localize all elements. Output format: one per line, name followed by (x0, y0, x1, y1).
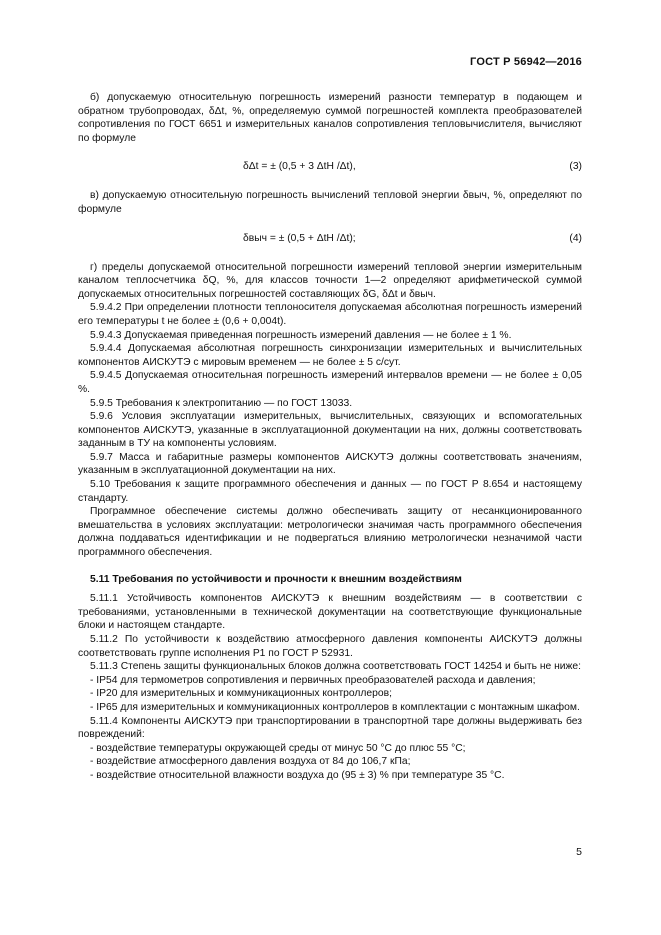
document-body (78, 91, 582, 783)
paragraph-5-9-4-4: 5.9.4.4 Допускаемая абсолютная погрешность синхронизации измерительных и вычислительных компонентов АИСКУТЭ с мировым временем — не более ± 5 с/сут. (78, 343, 582, 368)
page-number: 5 (576, 846, 582, 858)
list-item: - воздействие относительной влажности воздуха до (95 ± 3) % при температуре 35 °С. (90, 769, 505, 781)
paragraph-5-11-2: 5.11.2 По устойчивости к воздействию атмосферного давления компоненты АИСКУТЭ должны соответствовать группе исполнения Р1 по ГОСТ Р 52931. (78, 634, 582, 659)
paragraph-5-10: 5.10 Требования к защите программного обеспечения и данных — по ГОСТ Р 8.654 и настоящему стандарту. (78, 479, 582, 504)
formula-3-number: (3) (569, 161, 582, 173)
paragraph-v: в) допускаемую относительную погрешность вычислений тепловой энергии δвыч, %, определяют по формуле (78, 190, 582, 215)
list-item: - IP20 для измерительных и коммуникационных контроллеров; (90, 688, 392, 700)
formula-3-expression: δΔt = ± (0,5 + 3 ΔtН /Δt), (243, 161, 356, 173)
paragraph-5-10-software: Программное обеспечение системы должно обеспечивать защиту от несанкционированного вмешательства в условиях эксплуатации: метрологически значимая часть программного обеспечения должна поддаваться идентификации и не подвергаться влиянию метрологически незначимой части программного обеспечения. (78, 506, 582, 559)
paragraph-5-9-7: 5.9.7 Масса и габаритные размеры компонентов АИСКУТЭ должны соответствовать значениям, указанным в эксплуатационной документации на них. (78, 451, 582, 477)
paragraph-b: б) допускаемую относительную погрешность измерений разности температур в подающем и обратном трубопроводах, δΔt, %, определяемую суммой погрешностей комплекта преобразователей сопротивления по ГОСТ 6651 и измерительных каналов сопротивления тепловычислителя, вычисляют по формуле (78, 92, 582, 144)
formula-4-expression: δвыч = ± (0,5 + ΔtН /Δt); (243, 232, 356, 244)
formula-4 (78, 232, 582, 246)
paragraph-5-9-6: 5.9.6 Условия эксплуатации измерительных, вычислительных, связующих и вспомогательных компонентов АИСКУТЭ, указанные в эксплуатационной документации на них, должны соответствовать заданным в ТУ на компоненты условиям. (78, 411, 582, 450)
paragraph-5-11-1: 5.11.1 Устойчивость компонентов АИСКУТЭ к внешним воздействиям — в соответствии с требованиями, установленными в технической документации на соответствующие функциональные блоки и настоящем стандарте. (78, 593, 582, 632)
formula-4-number: (4) (569, 232, 582, 244)
paragraph-5-9-4-2: 5.9.4.2 При определении плотности теплоносителя допускаемая абсолютная погрешность измерений его температуры t не более ± (0,6 + 0,004t). (78, 302, 582, 327)
standard-header: ГОСТ Р 56942—2016 (470, 56, 582, 68)
paragraph-5-9-5: 5.9.5 Требования к электропитанию — по ГОСТ 13033. (90, 397, 353, 409)
list-item: - воздействие атмосферного давления воздуха от 84 до 106,7 кПа; (90, 756, 411, 768)
paragraph-5-11-3: 5.11.3 Степень защиты функциональных блоков должна соответствовать ГОСТ 14254 и быть не ниже: (90, 661, 582, 673)
paragraph-5-9-4-5: 5.9.4.5 Допускаемая относительная погрешность измерений интервалов времени — не более ± 0,05 %. (78, 370, 582, 395)
formula-3 (78, 160, 582, 174)
list-item: - IP54 для термометров сопротивления и первичных преобразователей расхода и давления; (90, 674, 536, 686)
paragraph-g: г) пределы допускаемой относительной погрешности измерений тепловой энергии измерительным каналом теплосчетчика δQ, %, для классов точности 1—2 определяют арифметической суммой допускаемых относительных погрешностей составляющих δG, δΔt и δвыч. (78, 261, 582, 300)
paragraph-5-11-4: 5.11.4 Компоненты АИСКУТЭ при транспортировании в транспортной таре должны выдерживать без повреждений: (78, 715, 582, 741)
list-item: - IP65 для измерительных и коммуникационных контроллеров в комплектации с монтажным шкафом. (90, 701, 580, 713)
list-item: - воздействие температуры окружающей среды от минус 50 °С до плюс 55 °С; (90, 742, 466, 754)
paragraph-5-9-4-3: 5.9.4.3 Допускаемая приведенная погрешность измерений давления — не более ± 1 %. (90, 329, 512, 341)
section-heading-5-11: 5.11 Требования по устойчивости и прочности к внешним воздействиям (90, 573, 462, 585)
